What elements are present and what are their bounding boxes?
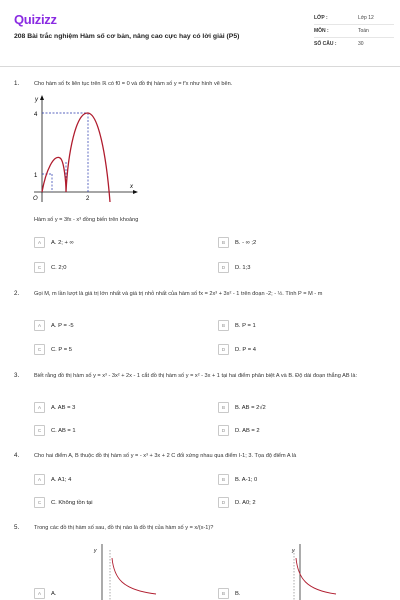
option-text: B. A-1; 0: [235, 476, 258, 483]
header-divider: [0, 66, 400, 67]
quizizz-logo: Quizizz: [14, 12, 57, 27]
answer-option-c[interactable]: [34, 425, 76, 436]
option-letter-box: D: [218, 262, 229, 273]
question-number: 1.: [14, 80, 20, 87]
question-number: 2.: [14, 290, 20, 297]
answer-option-c[interactable]: [34, 344, 72, 355]
option-letter-box: A: [34, 588, 45, 599]
meta-value: 30: [358, 41, 364, 47]
option-letter-box: C: [34, 497, 45, 508]
option-text: C. Không tồn tại: [51, 499, 93, 506]
y-axis-label: y: [292, 548, 295, 554]
option-letter-box: A: [34, 320, 45, 331]
x-tick-label: 2: [86, 196, 90, 202]
option-text: A. A1; 4: [51, 476, 72, 483]
x-axis-arrow-icon: [133, 190, 138, 194]
meta-label: LỚP :: [314, 15, 328, 21]
answer-option-a[interactable]: [34, 402, 75, 413]
option-text: C. P = 5: [51, 346, 72, 353]
answer-option-c[interactable]: [34, 497, 93, 508]
option-text: C. AB = 1: [51, 427, 76, 434]
meta-table: [314, 12, 394, 50]
option-text: B. P = 1: [235, 322, 256, 329]
question-number: 4.: [14, 452, 20, 459]
answer-option-b[interactable]: [218, 320, 256, 331]
derivative-graph: [30, 92, 140, 207]
option-b-graph: [270, 540, 340, 600]
option-text: B.: [235, 590, 241, 597]
option-letter-box: B: [218, 588, 229, 599]
option-letter-box: A: [34, 402, 45, 413]
option-letter-box: B: [218, 402, 229, 413]
origin-label: O: [33, 196, 38, 202]
option-letter-box: D: [218, 497, 229, 508]
answer-option-d[interactable]: [218, 262, 250, 273]
option-text: D. 1;3: [235, 264, 251, 271]
question-number: 3.: [14, 372, 20, 379]
answer-option-d[interactable]: [218, 425, 260, 436]
answer-option-a[interactable]: [34, 320, 74, 331]
meta-label: SỐ CÂU :: [314, 41, 337, 47]
answer-option-b[interactable]: [218, 588, 240, 599]
meta-row-class: [314, 12, 394, 25]
y-axis-label: y: [35, 97, 38, 103]
document-title: 208 Bài trắc nghiệm Hàm số cơ bản, nâng cao cực hay có lời giải (P5): [14, 33, 240, 40]
question-subtext: Hàm số y = 3fx - x³ đồng biến trên khoảng: [34, 217, 139, 223]
option-letter-box: C: [34, 262, 45, 273]
hyperbola-curve: [112, 558, 156, 594]
option-letter-box: A: [34, 237, 45, 248]
question-text: Cho hai điểm A, B thuộc đồ thị hàm số y = - x³ + 3x + 2 C đối xứng nhau qua điểm I-1; 3. Tọa độ điểm A là: [34, 453, 297, 459]
option-letter-box: D: [218, 344, 229, 355]
question-text: Gọi M, m lần lượt là giá trị lớn nhất và giá trị nhỏ nhất của hàm số fx = 2x³ + 3x² - 1 trên đoạn -2; - ½. Tính P = M - m: [34, 291, 323, 297]
answer-option-c[interactable]: [34, 262, 66, 273]
option-text: D. AB = 2: [235, 427, 260, 434]
answer-option-a[interactable]: [34, 588, 56, 599]
option-text: A. 2; + ∞: [51, 239, 74, 246]
hyperbola-curve: [296, 558, 336, 594]
option-text: B. AB = 2√2: [235, 404, 266, 411]
option-text: D. P = 4: [235, 346, 256, 353]
meta-row-subject: [314, 25, 394, 38]
meta-row-count: [314, 38, 394, 50]
option-text: A. P = -5: [51, 322, 74, 329]
meta-value: Lớp 12: [358, 15, 374, 21]
option-text: B. - ∞ ;2: [235, 239, 257, 246]
option-letter-box: D: [218, 425, 229, 436]
answer-option-b[interactable]: [218, 402, 266, 413]
question-text: Biết rằng đồ thị hàm số y = x³ - 3x² + 2x - 1 cắt đồ thị hàm số y = x² - 3x + 1 tại hai điểm phân biệt A và B. Độ dài đoạn thẳng AB là:: [34, 373, 358, 379]
option-letter-box: B: [218, 474, 229, 485]
question-text: Cho hàm số fx liên tục trên ℝ có f0 = 0 và đồ thị hàm số y = f'x như hình vẽ bên.: [34, 81, 233, 87]
answer-option-b[interactable]: [218, 237, 256, 248]
option-text: A.: [51, 590, 57, 597]
answer-option-d[interactable]: [218, 344, 256, 355]
option-text: C. 2;0: [51, 264, 67, 271]
y-axis-label: y: [94, 548, 97, 554]
answer-option-a[interactable]: [34, 474, 71, 485]
option-letter-box: B: [218, 320, 229, 331]
x-axis-label: x: [130, 184, 133, 190]
question-number: 5.: [14, 524, 20, 531]
option-a-graph: [90, 540, 160, 600]
option-letter-box: B: [218, 237, 229, 248]
option-text: D. A0; 2: [235, 499, 256, 506]
meta-value: Toán: [358, 28, 369, 34]
y-tick-label: 1: [34, 173, 38, 179]
answer-option-b[interactable]: [218, 474, 257, 485]
option-text: A. AB = 3: [51, 404, 76, 411]
option-letter-box: C: [34, 425, 45, 436]
y-axis-arrow-icon: [40, 95, 44, 100]
option-letter-box: A: [34, 474, 45, 485]
answer-option-a[interactable]: [34, 237, 74, 248]
meta-label: MÔN :: [314, 28, 329, 34]
option-letter-box: C: [34, 344, 45, 355]
question-text: Trong các đồ thị hàm số sau, đồ thị nào là đồ thị của hàm số y = x/(x-1)?: [34, 525, 214, 531]
y-tick-label: 4: [34, 112, 38, 118]
answer-option-d[interactable]: [218, 497, 256, 508]
